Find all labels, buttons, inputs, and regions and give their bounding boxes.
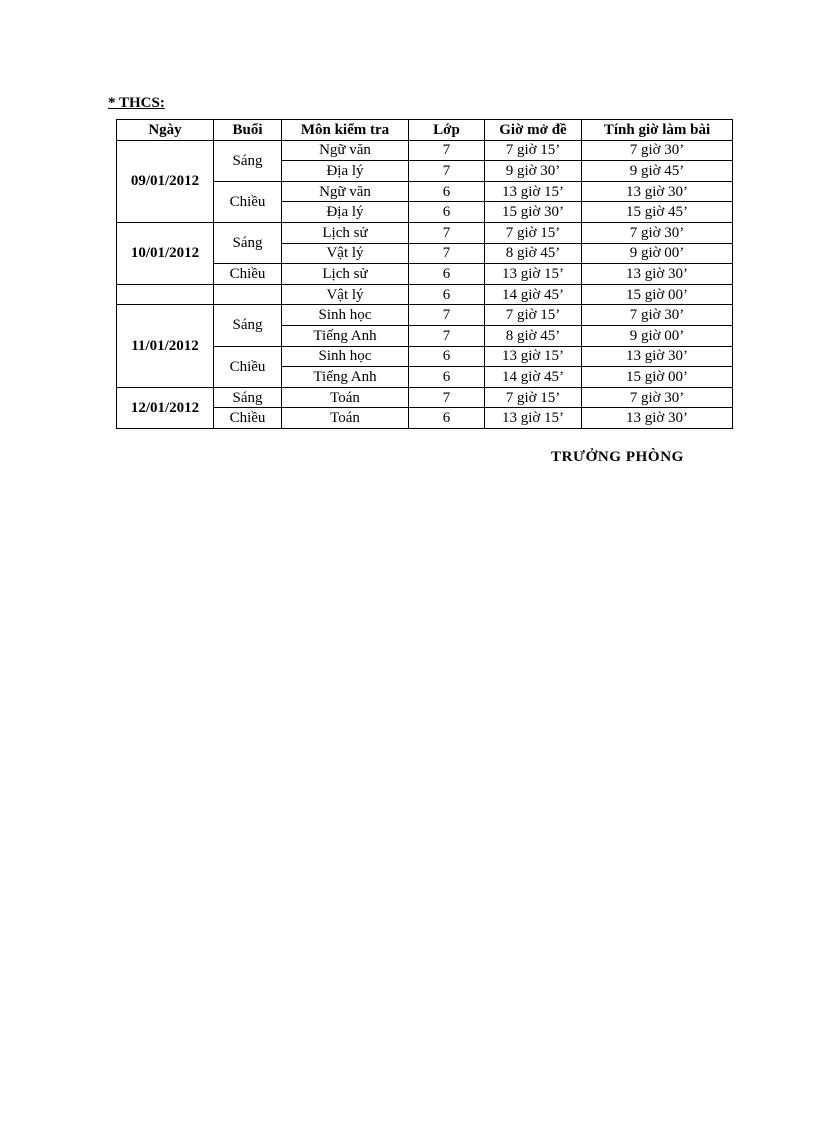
open-time-cell: 8 giờ 45’ xyxy=(485,243,582,264)
header-subject: Môn kiểm tra xyxy=(282,120,409,141)
empty-date-cell xyxy=(117,284,214,305)
session-cell: Sáng xyxy=(214,222,282,263)
empty-session-cell xyxy=(214,284,282,305)
subject-cell: Vật lý xyxy=(282,243,409,264)
table-row xyxy=(117,222,733,243)
open-time-cell: 8 giờ 45’ xyxy=(485,325,582,346)
grade-cell: 6 xyxy=(409,181,485,202)
grade-cell: 6 xyxy=(409,408,485,429)
start-time-cell: 13 giờ 30’ xyxy=(582,264,733,285)
subject-cell: Toán xyxy=(282,387,409,408)
grade-cell: 7 xyxy=(409,305,485,326)
start-time-cell: 7 giờ 30’ xyxy=(582,140,733,161)
open-time-cell: 9 giờ 30’ xyxy=(485,161,582,182)
date-cell: 11/01/2012 xyxy=(117,305,214,387)
grade-cell: 7 xyxy=(409,140,485,161)
start-time-cell: 7 giờ 30’ xyxy=(582,222,733,243)
table-row xyxy=(117,140,733,161)
grade-cell: 7 xyxy=(409,222,485,243)
session-cell: Sáng xyxy=(214,305,282,346)
header-session: Buổi xyxy=(214,120,282,141)
grade-cell: 6 xyxy=(409,367,485,388)
grade-cell: 6 xyxy=(409,202,485,223)
start-time-cell: 9 giờ 00’ xyxy=(582,325,733,346)
table-header-row xyxy=(117,120,733,141)
start-time-cell: 13 giờ 30’ xyxy=(582,346,733,367)
open-time-cell: 13 giờ 15’ xyxy=(485,181,582,202)
header-grade: Lớp xyxy=(409,120,485,141)
table-row xyxy=(117,305,733,326)
session-cell: Sáng xyxy=(214,387,282,408)
subject-cell: Ngữ văn xyxy=(282,181,409,202)
subject-cell: Tiếng Anh xyxy=(282,325,409,346)
subject-cell: Địa lý xyxy=(282,161,409,182)
subject-cell: Sinh học xyxy=(282,346,409,367)
header-date: Ngày xyxy=(117,120,214,141)
start-time-cell: 15 giờ 00’ xyxy=(582,284,733,305)
subject-cell: Ngữ văn xyxy=(282,140,409,161)
date-cell: 10/01/2012 xyxy=(117,222,214,284)
subject-cell: Địa lý xyxy=(282,202,409,223)
open-time-cell: 13 giờ 15’ xyxy=(485,408,582,429)
start-time-cell: 13 giờ 30’ xyxy=(582,408,733,429)
session-cell: Sáng xyxy=(214,140,282,181)
subject-cell: Lịch sử xyxy=(282,264,409,285)
grade-cell: 6 xyxy=(409,346,485,367)
subject-cell: Vật lý xyxy=(282,284,409,305)
grade-cell: 7 xyxy=(409,325,485,346)
session-cell: Chiều xyxy=(214,181,282,222)
signature-title: TRƯỞNG PHÒNG xyxy=(551,449,684,465)
date-cell: 09/01/2012 xyxy=(117,140,214,222)
grade-cell: 6 xyxy=(409,264,485,285)
header-open-time: Giờ mở đề xyxy=(485,120,582,141)
session-cell: Chiều xyxy=(214,264,282,285)
exam-schedule-table xyxy=(116,119,733,429)
open-time-cell: 14 giờ 45’ xyxy=(485,284,582,305)
open-time-cell: 15 giờ 30’ xyxy=(485,202,582,223)
subject-cell: Sinh học xyxy=(282,305,409,326)
start-time-cell: 13 giờ 30’ xyxy=(582,181,733,202)
grade-cell: 7 xyxy=(409,243,485,264)
start-time-cell: 9 giờ 00’ xyxy=(582,243,733,264)
grade-cell: 7 xyxy=(409,387,485,408)
start-time-cell: 7 giờ 30’ xyxy=(582,387,733,408)
open-time-cell: 7 giờ 15’ xyxy=(485,387,582,408)
header-start-time: Tính giờ làm bài xyxy=(582,120,733,141)
open-time-cell: 7 giờ 15’ xyxy=(485,222,582,243)
section-title: * THCS: xyxy=(108,95,165,111)
date-cell: 12/01/2012 xyxy=(117,387,214,428)
start-time-cell: 15 giờ 00’ xyxy=(582,367,733,388)
grade-cell: 6 xyxy=(409,284,485,305)
table-row xyxy=(117,387,733,408)
start-time-cell: 9 giờ 45’ xyxy=(582,161,733,182)
subject-cell: Tiếng Anh xyxy=(282,367,409,388)
open-time-cell: 14 giờ 45’ xyxy=(485,367,582,388)
start-time-cell: 7 giờ 30’ xyxy=(582,305,733,326)
open-time-cell: 7 giờ 15’ xyxy=(485,305,582,326)
open-time-cell: 7 giờ 15’ xyxy=(485,140,582,161)
open-time-cell: 13 giờ 15’ xyxy=(485,264,582,285)
session-cell: Chiều xyxy=(214,346,282,387)
start-time-cell: 15 giờ 45’ xyxy=(582,202,733,223)
open-time-cell: 13 giờ 15’ xyxy=(485,346,582,367)
session-cell: Chiều xyxy=(214,408,282,429)
table-row xyxy=(117,284,733,305)
grade-cell: 7 xyxy=(409,161,485,182)
subject-cell: Lịch sử xyxy=(282,222,409,243)
subject-cell: Toán xyxy=(282,408,409,429)
